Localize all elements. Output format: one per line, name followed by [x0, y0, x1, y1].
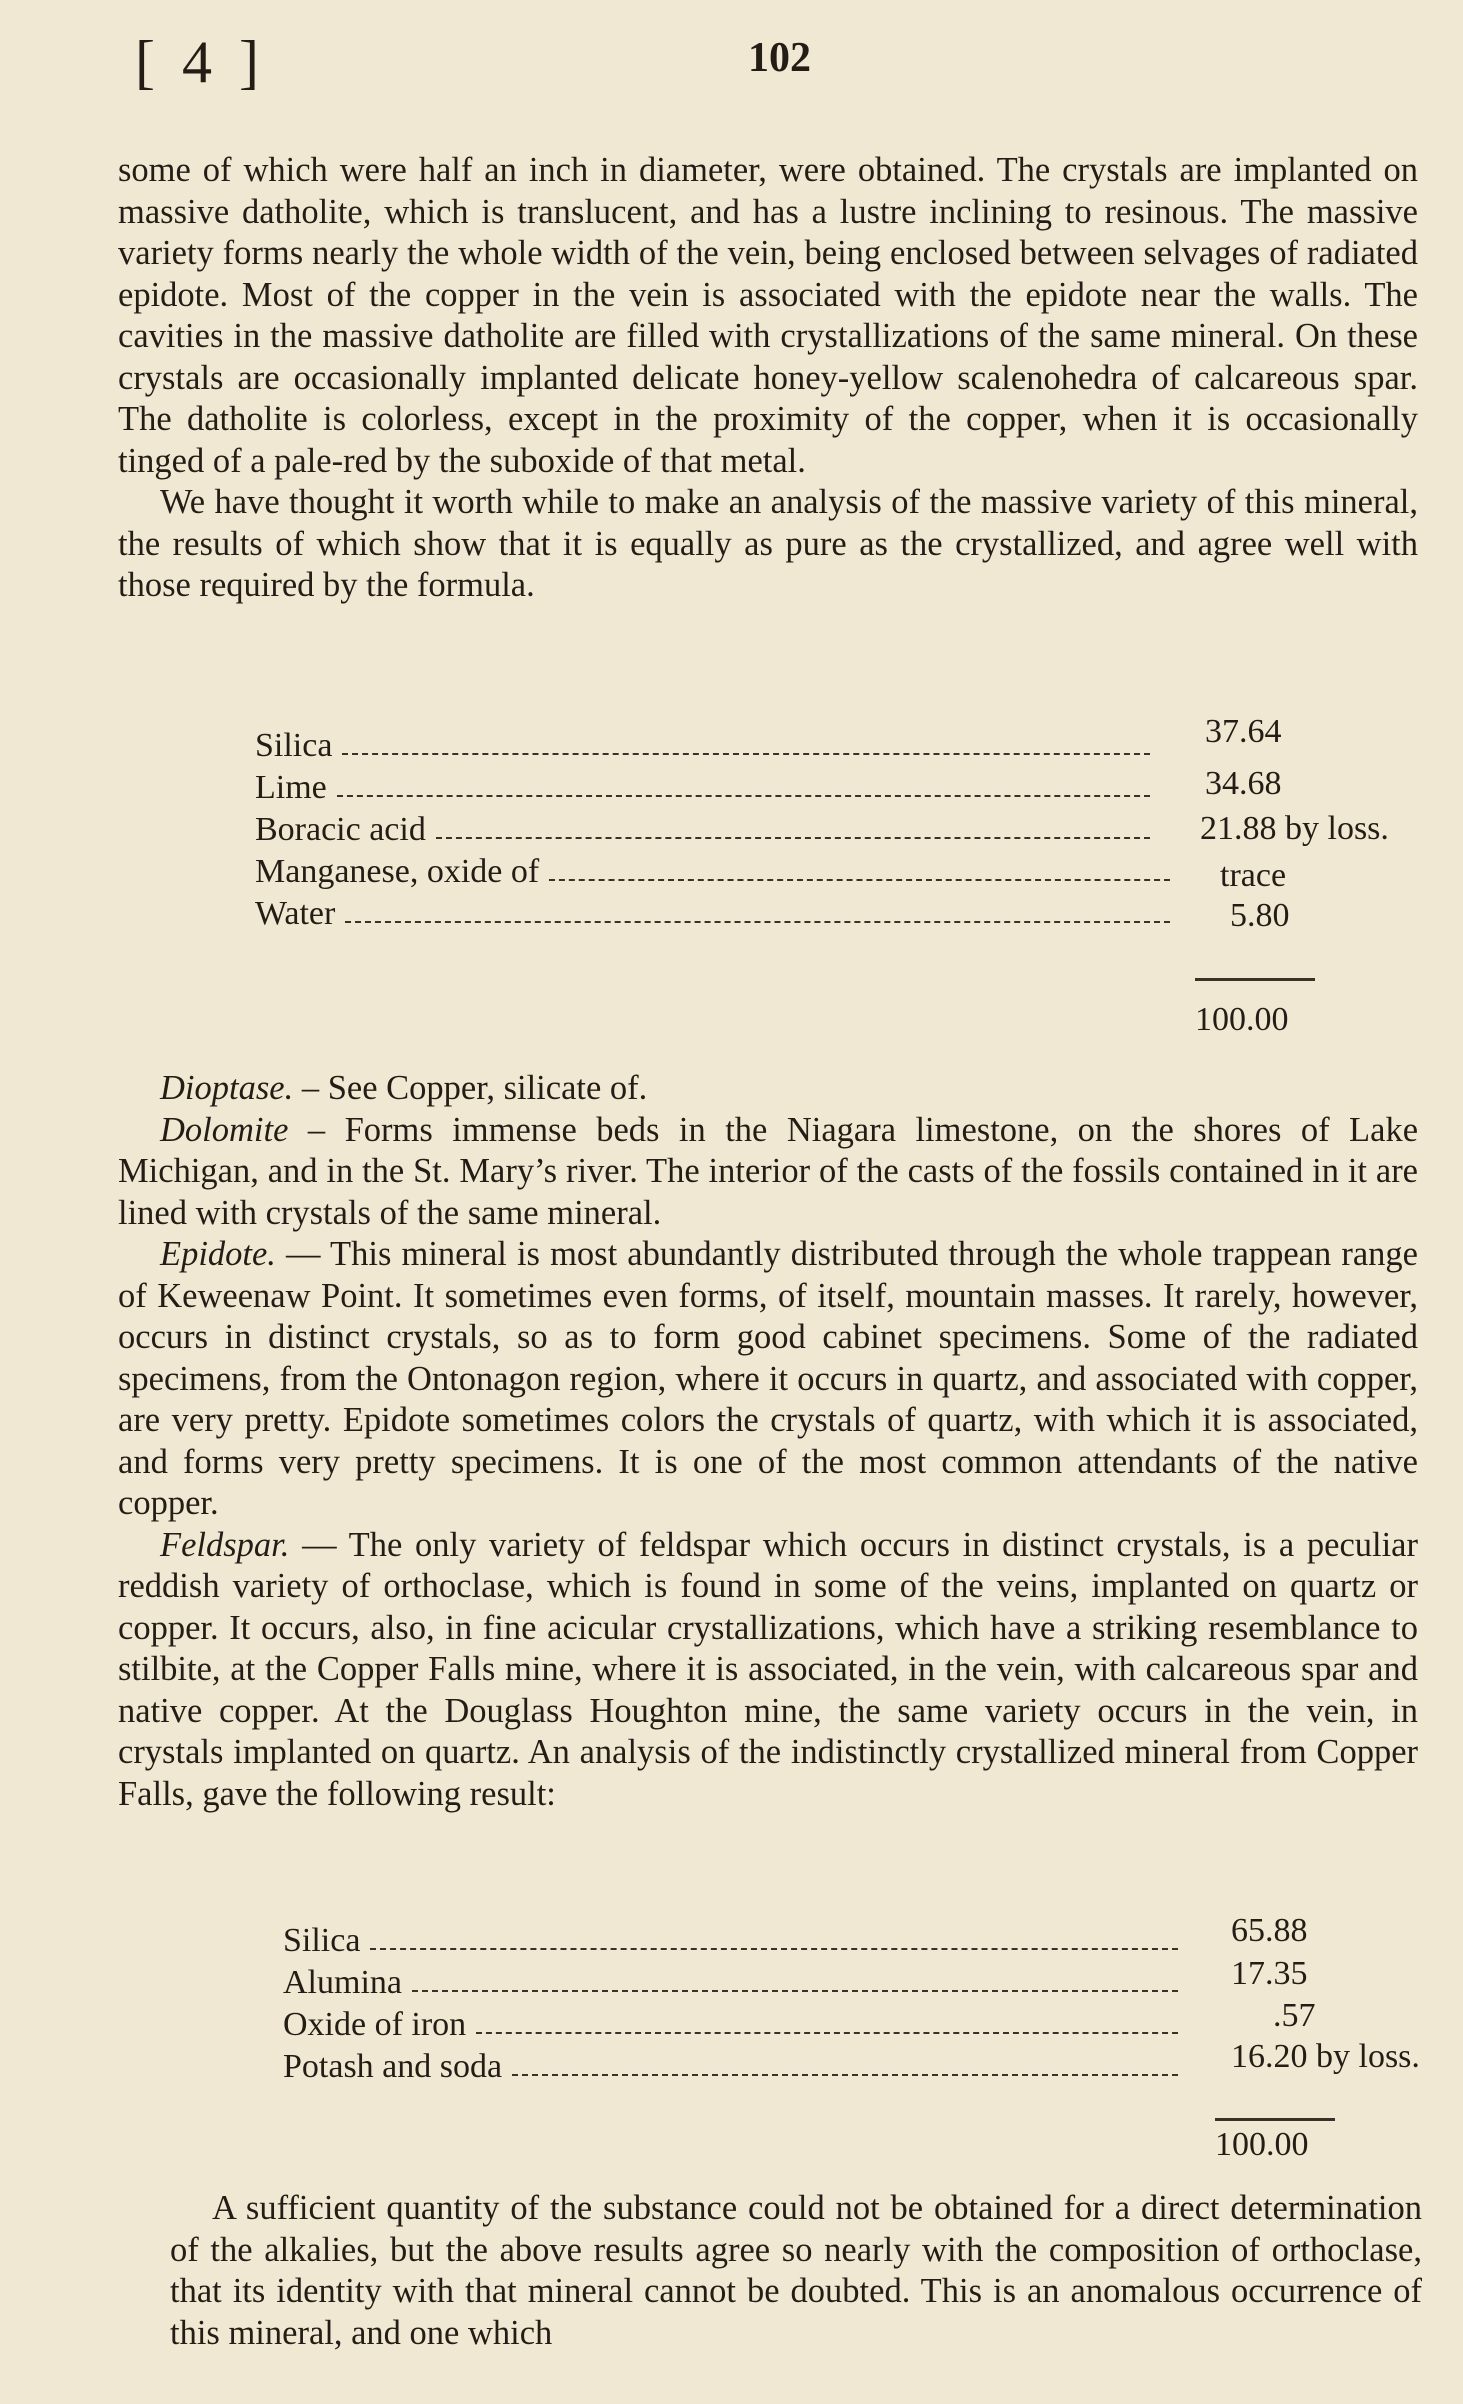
constituent-value: 5.80	[1230, 897, 1290, 934]
constituent-name: Potash and soda	[283, 2048, 503, 2085]
dioptase-entry: Dioptase. – See Copper, silicate of.	[160, 1069, 648, 1107]
constituent-value: 17.35	[1231, 1955, 1308, 1992]
datholite-section	[118, 150, 1418, 607]
constituent-value: trace	[1220, 857, 1287, 894]
leader-dots	[436, 837, 1150, 839]
leader-dots	[337, 795, 1150, 797]
table-row	[255, 767, 1160, 807]
entry-term: Dolomite	[160, 1110, 289, 1149]
entry-term: Feldspar.	[160, 1525, 290, 1564]
section-marker: [ 4 ]	[135, 29, 265, 95]
table-row	[255, 851, 1180, 891]
datholite-analysis-table	[255, 713, 1420, 1055]
constituent-name: Silica	[255, 727, 333, 764]
table-total: 100.00	[1195, 1001, 1289, 1038]
table-row	[255, 893, 1180, 933]
table-row	[283, 1962, 1188, 2002]
constituent-value: 34.68	[1205, 765, 1282, 802]
feldspar-entry: Feldspar. — The only variety of feldspar which occurs in distinct crystals, is a peculiar reddish variety of orthoclase, which is found in some of the veins, implanted on quartz or copper. It occurs, also, in fine acicular crystallizations, which have a striking resemblance to stilbite, at the Copper Falls mine, where it is associated, in the vein, with calcareous spar and native copper. At the Douglass Houghton mine, the same variety occurs in the vein, in crystals implanted on quartz. An analysis of the indistinctly crystallized mineral from Copper Falls, gave the following result:	[118, 1525, 1418, 1813]
table-total: 100.00	[1215, 2126, 1309, 2163]
sum-rule	[1195, 978, 1315, 981]
leader-dots	[512, 2074, 1178, 2076]
analysis-intro-paragraph: We have thought it worth while to make an analysis of the massive variety of this mineral, the results of which show that it is equally as pure as the crystallized, and agree well with those required by the formula.	[118, 483, 1418, 604]
constituent-value: 21.88 by loss.	[1200, 810, 1389, 847]
constituent-name: Lime	[255, 769, 327, 806]
constituent-name: Water	[255, 895, 336, 932]
table-row	[283, 1920, 1188, 1960]
entry-text: The only variety of feldspar which occurs in distinct crystals, is a peculiar reddish variety of orthoclase, which is found in some of the veins, implanted on quartz or copper. It occurs, also, in fine acicular crystallizations, which have a striking resemblance to stilbite, at the Copper Falls mine, where it is associated, in the vein, with calcareous spar and native copper. At the Douglass Houghton mine, the same variety occurs in the vein, in crystals implanted on quartz. An analysis of the indistinctly crystallized mineral from Copper Falls, gave the following result:	[118, 1525, 1418, 1813]
constituent-name: Oxide of iron	[283, 2006, 467, 2043]
constituent-name: Silica	[283, 1922, 361, 1959]
constituent-value: 37.64	[1205, 713, 1282, 750]
constituent-value: .57	[1273, 1997, 1316, 2034]
datholite-paragraph: some of which were half an inch in diameter, were obtained. The crystals are implanted on massive datholite, which is translucent, and has a lustre inclining to resinous. The massive variety forms nearly the whole width of the vein, being enclosed between selvages of radiated epidote. Most of the copper in the vein is associated with the epidote near the walls. The cavities in the massive datholite are filled with crystallizations of the same mineral. On these crystals are occasionally implanted delicate honey-yellow scalenohedra of calcareous spar. The datholite is colorless, except in the proximity of the copper, when it is occasionally tinged of a pale-red by the suboxide of that metal.	[118, 151, 1418, 480]
constituent-name: Manganese, oxide of	[255, 853, 540, 890]
closing-text: A sufficient quantity of the substance could not be obtained for a direct determination of the alkalies, but the above results agree so nearly with the composition of orthoclase, that its identity with that mineral cannot be doubted. This is an anomalous occurrence of this mineral, and one which	[170, 2189, 1422, 2352]
leader-dots	[412, 1990, 1178, 1992]
epidote-entry: Epidote. — This mineral is most abundantly distributed through the whole trappean range of Keweenaw Point. It sometimes even forms, of itself, mountain masses. It rarely, however, occurs in distinct crystals, so as to form good cabinet specimens. Some of the radiated specimens, from the Ontonagon region, where it occurs in quartz, and associated with copper, are very pretty. Epidote sometimes colors the crystals of quartz, with which it is associated, and forms very pretty specimens. It is one of the most common attendants of the native copper.	[118, 1235, 1418, 1522]
table-row	[283, 2046, 1188, 2086]
constituent-name: Boracic acid	[255, 811, 426, 848]
entry-term: Epidote.	[160, 1235, 276, 1273]
leader-dots	[345, 921, 1170, 923]
entry-text: See Copper, silicate of.	[327, 1069, 648, 1107]
entry-text: Forms immense beds in the Niagara limestone, on the shores of Lake Michigan, and in the St. Mary’s river. The interior of the casts of the fossils contained in it are lined with crystals of the same mineral.	[118, 1110, 1419, 1232]
constituent-value: 65.88	[1231, 1912, 1308, 1949]
page-number: 102	[748, 35, 811, 81]
sum-rule	[1215, 2118, 1335, 2121]
entry-term: Dioptase.	[160, 1069, 294, 1107]
closing-paragraph	[170, 2188, 1422, 2354]
feldspar-analysis-table	[283, 1912, 1423, 2170]
leader-dots	[342, 753, 1150, 755]
dolomite-entry: Dolomite – Forms immense beds in the Niagara limestone, on the shores of Lake Michigan, and in the St. Mary’s river. The interior of the casts of the fossils contained in it are lined with crystals of the same mineral.	[118, 1110, 1419, 1232]
leader-dots	[370, 1948, 1178, 1950]
constituent-value: 16.20 by loss.	[1231, 2038, 1420, 2075]
constituent-name: Alumina	[283, 1964, 402, 2001]
table-row	[255, 725, 1160, 765]
leader-dots	[549, 879, 1170, 881]
table-row	[255, 809, 1160, 849]
entry-text: This mineral is most abundantly distributed through the whole trappean range of Keweenaw Point. It sometimes even forms, of itself, mountain masses. It rarely, however, occurs in distinct crystals, so as to form good cabinet specimens. Some of the radiated specimens, from the Ontonagon region, where it occurs in quartz, and associated with copper, are very pretty. Epidote sometimes colors the crystals of quartz, with which it is associated, and forms very pretty specimens. It is one of the most common attendants of the native copper.	[118, 1235, 1418, 1522]
table-row	[283, 2004, 1188, 2044]
mineral-entries	[118, 1068, 1418, 1815]
leader-dots	[476, 2032, 1178, 2034]
